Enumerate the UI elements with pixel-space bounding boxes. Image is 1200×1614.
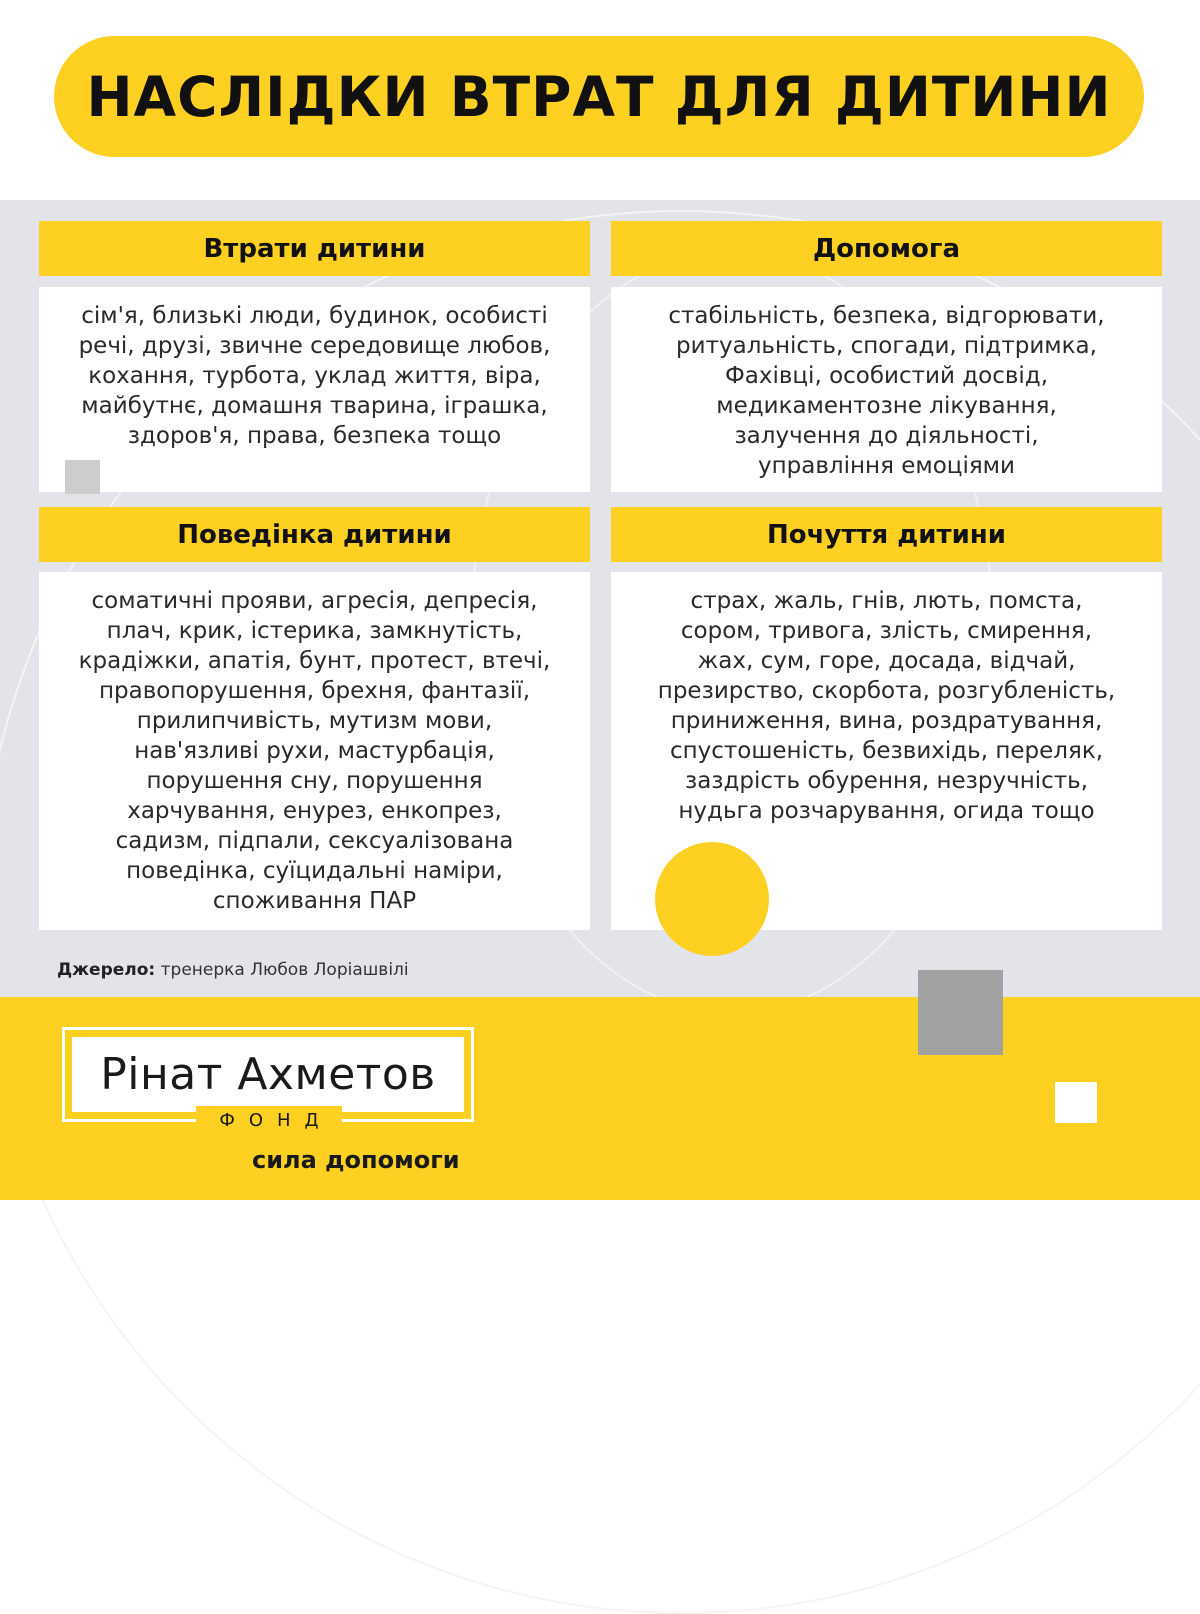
- title-banner: [54, 36, 1144, 157]
- logo-subtitle: ФОНД: [196, 1106, 342, 1134]
- tagline: сила допомоги: [252, 1146, 460, 1174]
- feelings-text: страх, жаль, гнів, лють, помста, сором, тривога, злість, смирення, жах, сум, горе, досада, відчай, презирство, скорбота, розгубленість, приниження, вина, роздратування, спустошеність, безвихідь, переляк, заздрість обурення, незручність, нудьга розчарування, огида тощо: [657, 588, 1116, 824]
- source-value: тренерка Любов Лоріашвілі: [160, 960, 409, 980]
- decorative-square: [65, 460, 100, 494]
- logo-name: Рінат Ахметов: [100, 1049, 436, 1100]
- page-title: НАСЛІДКИ ВТРАТ ДЛЯ ДИТИНИ: [86, 64, 1112, 129]
- behavior-text: соматичні прояви, агресія, депресія, плач, крик, істерика, замкнутість, крадіжки, апатія, бунт, протест, втечі, правопорушення, брехня, фантазії, прилипчивість, мутизм мови, нав'язливі рухи, мастурбація, порушення сну, порушення харчування, енурез, енкопрез, садизм, підпали, сексуалізована поведінка, суїцидальні наміри, споживання ПАР: [78, 588, 551, 914]
- source-label: Джерело:: [57, 960, 156, 980]
- losses-panel: [39, 287, 590, 492]
- behavior-heading: Поведінка дитини: [39, 507, 590, 562]
- decorative-square: [918, 970, 1003, 1055]
- help-panel: [611, 287, 1162, 492]
- source-note: [57, 960, 409, 980]
- losses-heading: Втрати дитини: [39, 221, 590, 276]
- decorative-square: [1055, 1082, 1097, 1123]
- logo: [72, 1037, 464, 1112]
- help-text: стабільність, безпека, відгорювати, ритуальність, спогади, підтримка, Фахівці, особистий досвід, медикаментозне лікування, залучення до діяльності, управління емоціями: [668, 303, 1105, 479]
- losses-text: сім'я, близькі люди, будинок, особисті речі, друзі, звичне середовище любов, кохання, турбота, уклад життя, віра, майбутнє, домашня тварина, іграшка, здоров'я, права, безпека тощо: [78, 303, 551, 449]
- decorative-circle: [655, 842, 769, 956]
- help-heading: Допомога: [611, 221, 1162, 276]
- behavior-panel: [39, 572, 590, 930]
- feelings-heading: Почуття дитини: [611, 507, 1162, 562]
